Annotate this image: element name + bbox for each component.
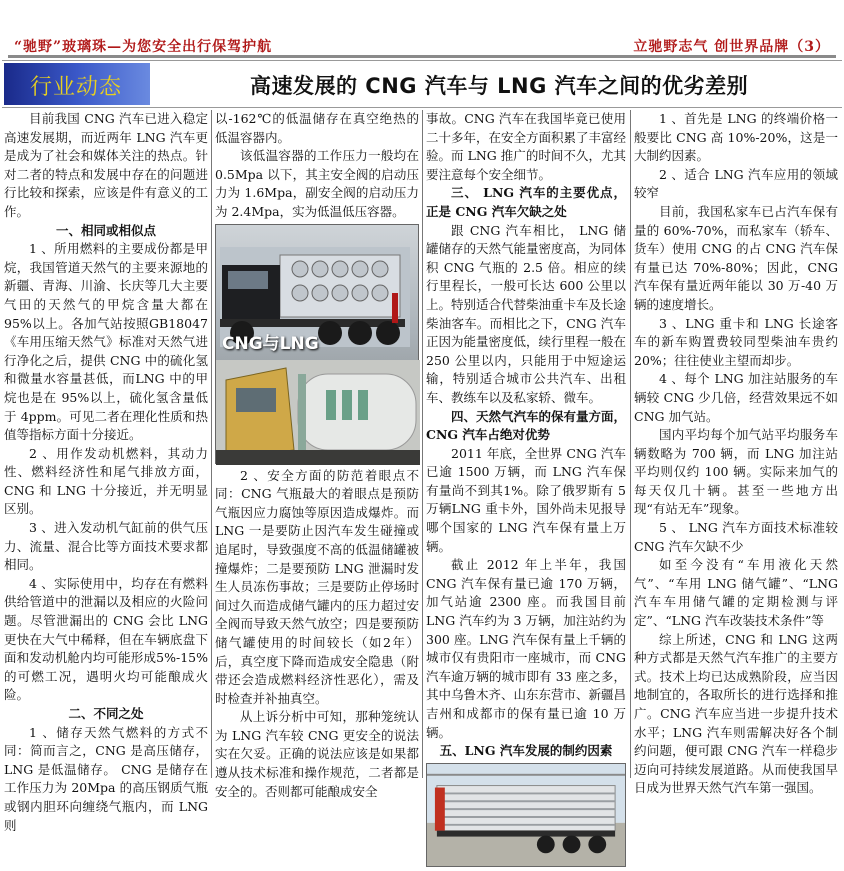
paragraph: 1 、首先是 LNG 的终端价格一般要比 CNG 高 10%-20%，这是一大制约因素。 xyxy=(634,111,838,164)
cng-lng-truck-photo xyxy=(215,224,419,464)
paragraph: 2 、安全方面的防范着眼点不同：CNG 气瓶最大的着眼点是预防气瓶因应力腐蚀等原因造成爆炸。而 LNG 一是要防止因汽车发生碰撞或追尾时，导致强度不高的低温储罐被撞爆炸；二是要预防 LNG 泄漏时发生人员冻伤事故；三是要防止停场时间过久而造成储气罐内的压力超过安全阀而导致天然气放空；四是要预防储气罐使用的时间较长（如2年）后，真空度下降而造成安全隐患（附带还会造成燃料经济性恶化），需及时检查并补抽真空。 xyxy=(215,467,419,706)
section-heading: 四、天然气汽车的保有量方面，CNG 汽车占绝对优势 xyxy=(426,408,627,443)
paragraph: 从上诉分析中可知，那种笼统认为 LNG 汽车较 CNG 更安全的说法实在欠妥。正确的说法应该是如果都遵从技术标准和操作规范，二者都是安全的。否则都可能酿成安全 xyxy=(215,709,419,799)
paragraph: 综上所述，CNG 和 LNG 这两种方式都是天然气汽车推广的主要方式。技术上均已达成熟阶段，应当因地制宜的，各取所长的进行选择和推广。CNG 汽车应当进一步提升技术水平；LNG 汽车则需解决好各个制约问题，便可跟 CNG 汽车一样稳步迈向可持续发展道路。从而使我国早日成为世界天然气汽车第一强国。 xyxy=(634,631,838,796)
paragraph: 5 、 LNG 汽车方面技术标准较 CNG 汽车欠缺不少 xyxy=(634,520,838,554)
article-column-1 xyxy=(4,110,208,833)
page-header xyxy=(0,0,844,58)
paragraph: 2 、用作发动机燃料，其动力性、燃料经济性和尾气排放方面，CNG 和 LNG 十分接近，并无明显区别。 xyxy=(4,445,208,517)
photo-overlay-title: CNG与LNG xyxy=(222,333,319,354)
section-heading: 三、 LNG 汽车的主要优点，正是 CNG 汽车欠缺之处 xyxy=(426,185,626,219)
paragraph: 国内平均每个加气站平均服务车辆数略为 700 辆，而 LNG 加注站平均则仅约 100 辆。实际来加气的每天仅几十辆。甚至一些地方出现“有站无车”现象。 xyxy=(634,427,838,517)
section-tag-label: 行业动态 xyxy=(30,75,123,100)
article-column-2 xyxy=(215,110,419,799)
paragraph: 3 、LNG 重卡和 LNG 长途客车的新车购置费较同型柴油车贵约 20%；往往使业主望而却步。 xyxy=(634,315,838,368)
header-rule xyxy=(8,55,836,58)
lng-tanker-illustration xyxy=(427,764,625,866)
paragraph: 该低温容器的工作压力一般均在 0.5Mpa 以下，其主安全阀的启动压力为 1.6Mpa，副安全阀的启动压力为 2.4Mpa，实为低温低压容器。 xyxy=(215,148,419,219)
article-column-3 xyxy=(426,110,626,778)
column-divider xyxy=(630,110,631,778)
paragraph: 4 、实际使用中，均存在有燃料供给管道中的泄漏以及相应的火险问题。尽管泄漏出的 CNG 会比 LNG 更快在大气中稀释，但在车辆底盘下面和发动机舱内均可能形成5%-15%的可燃工况，遇明火均可能酿成火险。 xyxy=(4,575,208,703)
paragraph: 如至今没有“车用液化天然气”、“车用 LNG 储气罐”、“LNG汽车车用储气罐的定期检测与评定”、“LNG 汽车改装技术条件”等 xyxy=(634,557,838,629)
section-tag xyxy=(4,63,150,105)
cng-truck-illustration xyxy=(220,247,410,347)
paragraph: 2011 年底，全世界 CNG 汽车已逾 1500 万辆，而 LNG 汽车保有量尚不到其1%。除了俄罗斯有 5 万辆LNG 重卡外，国外尚未见报导哪个国家的 LNG 汽车保有量上万辆。 xyxy=(426,445,626,554)
paragraph: 截止 2012 年上半年，我国 CNG 汽车保有量已逾 170 万辆，加气站逾 2300 座。而我国目前 LNG 汽车约为 3 万辆，加注站约为 300 座。LNG 汽车保有量上千辆的城市仅有贵阳市一座城市，而 CNG 汽车逾万辆的城市即有 33 座之多，其中乌鲁木齐、山东东营市、新疆昌吉州和成都市的保有量已逾 10 万辆。 xyxy=(426,557,627,740)
section-heading: 一、相同或相似点 xyxy=(55,222,156,238)
column-divider xyxy=(211,110,212,778)
paragraph: 目前，我国私家车已占汽车保有量的 60%-70%，而私家车（轿车、货车）使用 CNG 的占 CNG 汽车保有量已达 70%-80%；因此，CNG 汽车保有量近两年能以 30 万-40 万辆的速度增长。 xyxy=(634,203,838,312)
header-slogan: “驰野”玻璃珠—为您安全出行保驾护航 xyxy=(14,39,273,55)
paragraph: 3 、进入发动机气缸前的供气压力、流量、混合比等方面技术要求都相同。 xyxy=(4,520,208,573)
paragraph: 事故。CNG 汽车在我国毕竟已使用二十多年，在安全方面积累了丰富经验。而 LNG 推广的时间不久，尤其要注意每个安全细节。 xyxy=(426,111,627,182)
paragraph: 1 、储存天然气燃料的方式不同：简而言之，CNG 是高压储存，LNG 是低温储存。 CNG 是储存在工作压力为 20Mpa 的高压钢质气瓶或钢内胆环向缠绕气瓶内，而 LNG 则 xyxy=(4,724,208,833)
paragraph: 跟 CNG 汽车相比， LNG 储罐储存的天然气能量密度高，为同体积 CNG 气瓶的 2.5 倍。相应的续行里程长，一般可长达 600 公里以上。特别适合代替柴油重卡车及长途柴油客车。而相比之下，CNG 汽车正因为能量密度低，续行里程一般在 250 公里以内，只能用于中短途运输，特别适合城市公共汽车、出租车、教练车以及私家轿、微车。 xyxy=(426,222,627,405)
paragraph: 4 、每个 LNG 加注站服务的车辆较 CNG 少几倍，经营效果远不如 CNG 加气站。 xyxy=(634,371,838,424)
section-heading: 二、不同之处 xyxy=(68,706,144,721)
paragraph: 以-162℃的低温储存在真空绝热的低温容器内。 xyxy=(215,111,419,145)
column-divider xyxy=(422,110,423,778)
section-heading: 五、LNG 汽车发展的制约因素 xyxy=(439,743,613,759)
article-headline: 高速发展的 CNG 汽车与 LNG 汽车之间的优劣差别 xyxy=(250,74,749,98)
paragraph: 2 、适合 LNG 汽车应用的领域较窄 xyxy=(634,166,838,201)
paragraph: 目前我国 CNG 汽车已进入稳定高速发展期，而近两年 LNG 汽车更是成为了社会和媒体关注的热点。针对二者的特点和发展中存在的问题进行比较和探索，应该是件有意义的工作。 xyxy=(4,111,208,219)
article-column-4 xyxy=(634,110,838,796)
lng-tanker-photo xyxy=(426,763,626,867)
header-page-label: 立驰野志气 创世界品牌（3） xyxy=(633,39,830,55)
paragraph: 1 、所用燃料的主要成份都是甲烷，我国管道天然气的主要来源地的新疆、青海、川渝、长庆等几大主要气田的天然气的甲烷含量大都在 95%以上。各加气站按照GB18047《车用压缩天然气》标准对天然气进行净化之后，提供 CNG 中的硫化氢和微量水容量甚低，而LNG 中的甲烷也是在 95%以上，硫化氢含量低于 4ppm。可见二者在理化性质和热值等指标方面十分接近。 xyxy=(4,241,208,443)
lng-truck-illustration xyxy=(216,360,420,465)
article-title-bar xyxy=(2,60,842,108)
